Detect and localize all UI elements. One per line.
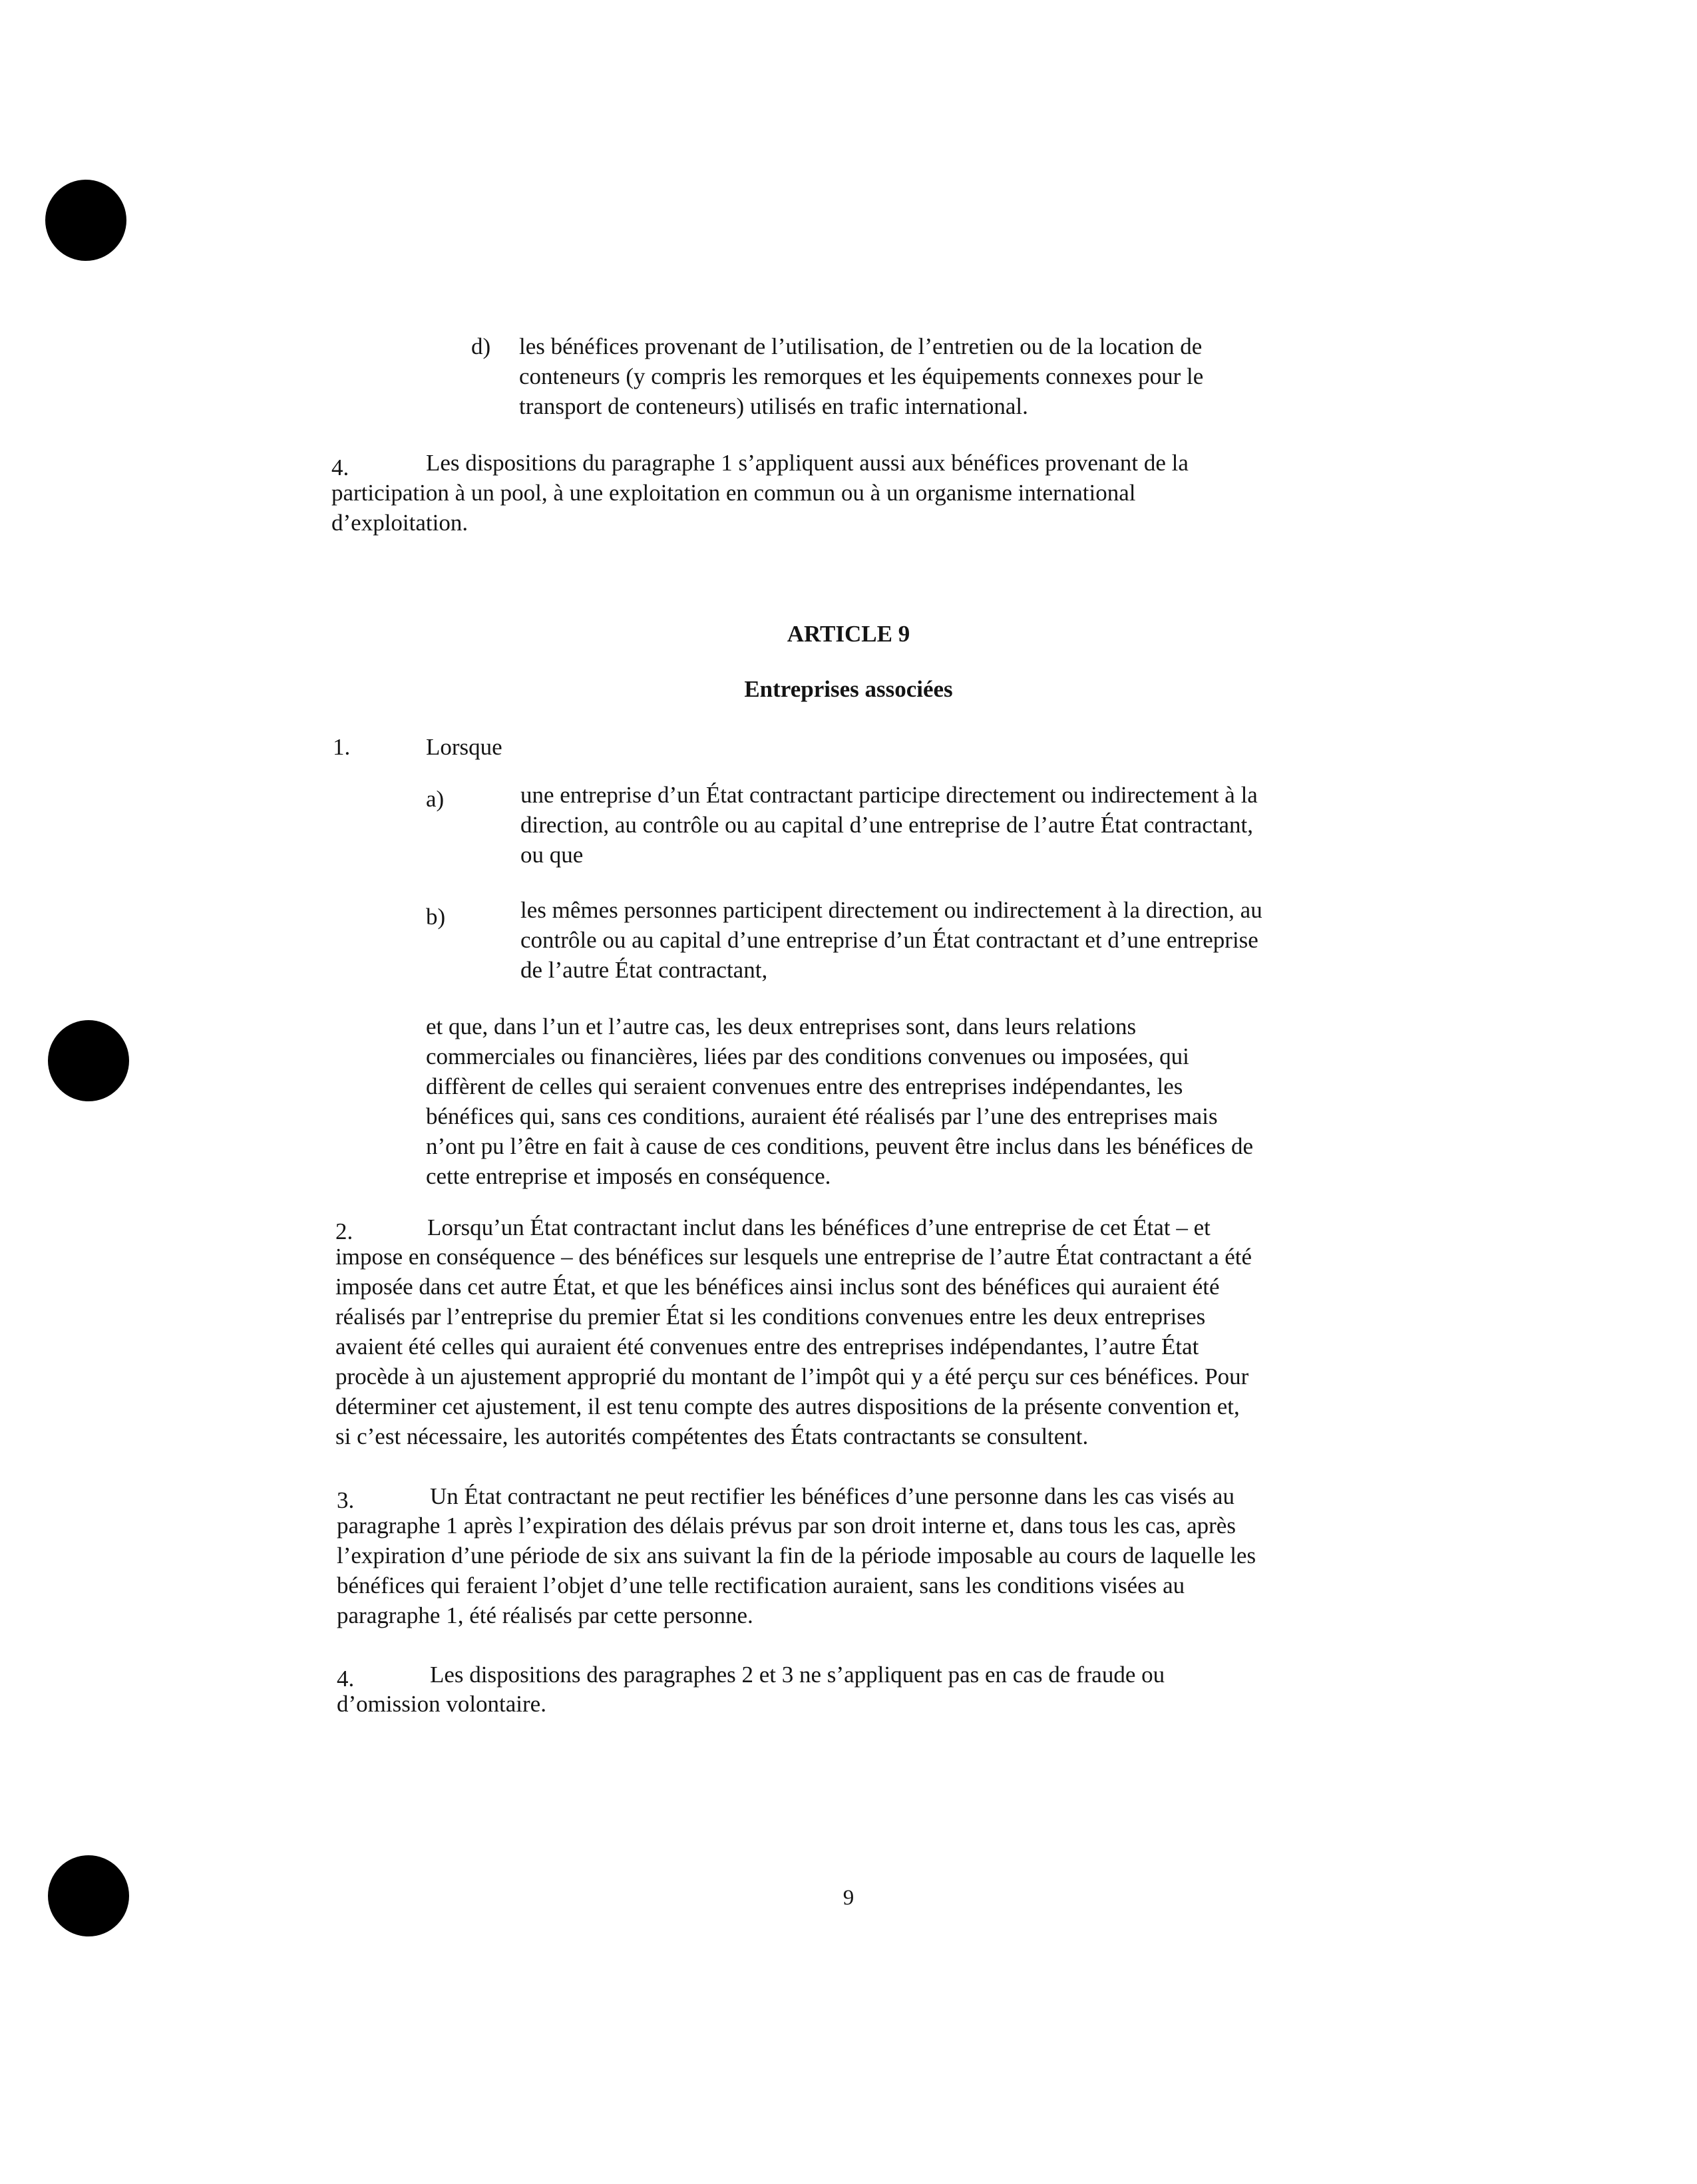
- text-line: d’omission volontaire.: [337, 1691, 546, 1717]
- item-d-text: [519, 331, 1203, 421]
- text-line: diffèrent de celles qui seraient convenues entre des entreprises indépendantes, les: [426, 1073, 1183, 1099]
- text-line: participation à un pool, à une exploitation en commun ou à un organisme international: [331, 480, 1136, 506]
- text-line: imposée dans cet autre État, et que les bénéfices ainsi inclus sont des bénéfices qui auraient été: [335, 1274, 1220, 1300]
- para4-art8-first-line: Les dispositions du paragraphe 1 s’appliquent aussi aux bénéfices provenant de la: [426, 450, 1189, 476]
- text-line: de l’autre État contractant,: [520, 957, 768, 983]
- text-line: avaient été celles qui auraient été convenues entre des entreprises indépendantes, l’autre État: [335, 1334, 1199, 1360]
- para4-art8-number: 4.: [331, 455, 349, 480]
- text-line: n’ont pu l’être en fait à cause de ces conditions, peuvent être inclus dans les bénéfices de: [426, 1133, 1253, 1159]
- punch-hole-middle: [48, 1020, 129, 1101]
- text-line: transport de conteneurs) utilisés en trafic international.: [519, 393, 1028, 419]
- item-a-marker: a): [426, 786, 445, 812]
- para2-first-line: Lorsqu’un État contractant inclut dans les bénéfices d’une entreprise de cet État – et: [427, 1214, 1211, 1240]
- page-number: 9: [843, 1886, 854, 1910]
- text-line: conteneurs (y compris les remorques et les équipements connexes pour le: [519, 363, 1204, 389]
- para2-continuation: [335, 1242, 1252, 1451]
- para3-first-line: Un État contractant ne peut rectifier les bénéfices d’une personne dans les cas visés au: [430, 1483, 1234, 1509]
- para4-number: 4.: [337, 1666, 355, 1692]
- text-line: bénéfices qui, sans ces conditions, auraient été réalisés par l’une des entreprises mais: [426, 1103, 1218, 1129]
- text-line: bénéfices qui feraient l’objet d’une telle rectification auraient, sans les conditions visées au: [337, 1572, 1185, 1598]
- text-line: ou que: [520, 842, 584, 868]
- text-line: les bénéfices provenant de l’utilisation, de l’entretien ou de la location de: [519, 333, 1203, 359]
- para3-number: 3.: [337, 1487, 355, 1513]
- text-line: réalisés par l’entreprise du premier État si les conditions convenues entre les deux entreprises: [335, 1304, 1206, 1330]
- text-line: les mêmes personnes participent directement ou indirectement à la direction, au: [520, 897, 1262, 923]
- article-subheading: Entreprises associées: [744, 676, 953, 702]
- text-line: procède à un ajustement approprié du montant de l’impôt qui y a été perçu sur ces bénéfices. Pour: [335, 1364, 1249, 1389]
- text-line: cette entreprise et imposés en conséquence.: [426, 1163, 831, 1189]
- item-d-marker: d): [471, 333, 491, 359]
- para1-number: 1.: [333, 734, 351, 760]
- para4-continuation: [337, 1689, 546, 1719]
- text-line: impose en conséquence – des bénéfices sur lesquels une entreprise de l’autre État contractant a été: [335, 1244, 1252, 1270]
- text-line: d’exploitation.: [331, 510, 469, 536]
- text-line: l’expiration d’une période de six ans suivant la fin de la période imposable au cours de laquelle les: [337, 1543, 1256, 1568]
- text-line: si c’est nécessaire, les autorités compétentes des États contractants se consultent.: [335, 1423, 1089, 1449]
- article-heading: ARTICLE 9: [787, 621, 910, 647]
- text-line: et que, dans l’un et l’autre cas, les deux entreprises sont, dans leurs relations: [426, 1013, 1137, 1039]
- text-line: paragraphe 1, été réalisés par cette personne.: [337, 1602, 753, 1628]
- para3-continuation: [337, 1511, 1256, 1630]
- para4-first-line: Les dispositions des paragraphes 2 et 3 ne s’appliquent pas en cas de fraude ou: [430, 1662, 1165, 1688]
- para1-intro: Lorsque: [426, 734, 502, 760]
- para2-number: 2.: [335, 1218, 353, 1244]
- item-a-text: [520, 780, 1258, 870]
- punch-hole-top: [45, 180, 126, 261]
- item-b-text: [520, 895, 1262, 985]
- text-line: contrôle ou au capital d’une entreprise d’un État contractant et d’une entreprise: [520, 927, 1258, 953]
- text-line: commerciales ou financières, liées par des conditions convenues ou imposées, qui: [426, 1043, 1189, 1069]
- para1-closing: [426, 1011, 1253, 1191]
- text-line: déterminer cet ajustement, il est tenu compte des autres dispositions de la présente convention et,: [335, 1393, 1240, 1419]
- item-b-marker: b): [426, 904, 446, 930]
- para4-art8-continuation: [331, 478, 1136, 538]
- text-line: direction, au contrôle ou au capital d’une entreprise de l’autre État contractant,: [520, 812, 1254, 838]
- text-line: une entreprise d’un État contractant participe directement ou indirectement à la: [520, 782, 1258, 808]
- text-line: paragraphe 1 après l’expiration des délais prévus par son droit interne et, dans tous les cas, après: [337, 1513, 1236, 1539]
